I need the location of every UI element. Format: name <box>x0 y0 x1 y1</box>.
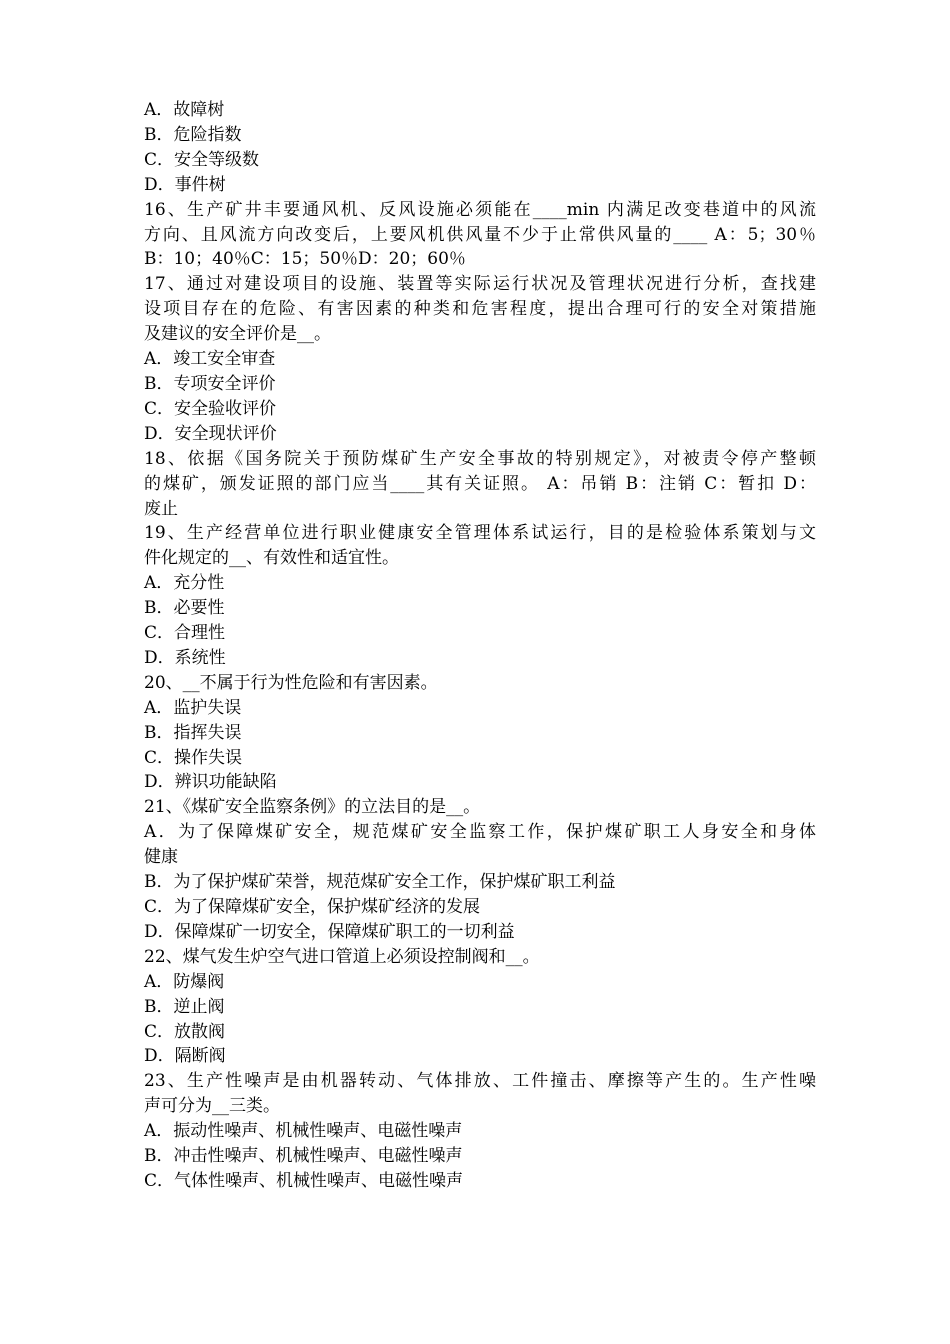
option-line: C．安全等级数 <box>144 149 260 170</box>
question-17-line-2: 设项目存在的危险、有害因素的种类和危害程度，提出合理可行的安全对策措施 <box>144 299 816 320</box>
document-text-body <box>144 98 816 1194</box>
option-line: B．冲击性噪声、机械性噪声、电磁性噪声 <box>144 1146 463 1167</box>
question-20-line-1: 20、__不属于行为性危险和有害因素。 <box>144 672 438 693</box>
question-17-line-1: 17、通过对建设项目的设施、装置等实际运行状况及管理状况进行分析，查找建 <box>144 274 816 295</box>
option-line: A．防爆阀 <box>144 971 225 992</box>
option-line: A．监护失误 <box>144 697 242 718</box>
option-line: B．危险指数 <box>144 124 242 145</box>
option-line: D．系统性 <box>144 647 226 668</box>
question-23-line-1: 23、生产性噪声是由机器转动、气体排放、工件撞击、摩擦等产生的。生产性噪 <box>144 1071 816 1092</box>
option-line: C．合理性 <box>144 623 226 644</box>
option-line: B．为了保护煤矿荣誉，规范煤矿安全工作，保护煤矿职工利益 <box>144 872 616 893</box>
option-line: C．放散阀 <box>144 1021 226 1042</box>
option-line: C．气体性噪声、机械性噪声、电磁性噪声 <box>144 1170 464 1191</box>
option-line: A．为了保障煤矿安全，规范煤矿安全监察工作，保护煤矿职工人身安全和身体 <box>144 822 816 843</box>
question-22-line-1: 22、煤气发生炉空气进口管道上必须设控制阀和__。 <box>144 946 540 967</box>
option-line: A．竣工安全审查 <box>144 349 276 370</box>
option-line-continuation: 健康 <box>144 847 178 868</box>
question-19-line-2: 件化规定的__、有效性和适宜性。 <box>144 548 399 569</box>
question-18-line-3: 废止 <box>144 498 178 519</box>
option-line: A．故障树 <box>144 100 225 120</box>
option-line: A．充分性 <box>144 573 225 594</box>
question-16-line-3: B：10；40％C：15；50％D：20；60％ <box>144 249 466 270</box>
option-line: C．安全验收评价 <box>144 398 277 419</box>
question-17-line-3: 及建议的安全评价是__。 <box>144 324 331 345</box>
option-line: B．指挥失误 <box>144 722 242 743</box>
question-21-line-1: 21、《煤矿安全监察条例》的立法目的是__。 <box>144 797 481 818</box>
option-line: C．操作失误 <box>144 747 243 768</box>
question-23-line-2: 声可分为__三类。 <box>144 1096 280 1117</box>
option-line: C．为了保障煤矿安全，保护煤矿经济的发展 <box>144 897 481 917</box>
option-line: D．保障煤矿一切安全，保障煤矿职工的一切利益 <box>144 921 515 942</box>
option-line: B．必要性 <box>144 598 225 619</box>
option-line: D．安全现状评价 <box>144 423 277 444</box>
question-16-line-1: 16、生产矿井丰要通风机、反风设施必须能在____min 内满足改变巷道中的风流 <box>144 199 816 220</box>
option-line: D．辨识功能缺陷 <box>144 772 277 793</box>
question-19-line-1: 19、生产经营单位进行职业健康安全管理体系试运行，目的是检验体系策划与文 <box>144 523 816 544</box>
option-line: B．专项安全评价 <box>144 373 276 394</box>
question-18-line-2: 的煤矿，颁发证照的部门应当____其有关证照。 A：吊销 B：注销 C：暂扣 D： <box>144 473 816 494</box>
question-18-line-1: 18、依据《国务院关于预防煤矿生产安全事故的特别规定》，对被责令停产整顿 <box>144 448 816 469</box>
option-line: B．逆止阀 <box>144 996 225 1017</box>
option-line: A．振动性噪声、机械性噪声、电磁性噪声 <box>144 1121 463 1142</box>
question-16-line-2: 方向、且风流方向改变后，上要风机供风量不少于止常供风量的____ A：5；30％ <box>144 224 816 245</box>
option-line: D．隔断阀 <box>144 1046 226 1067</box>
option-line: D．事件树 <box>144 174 226 195</box>
